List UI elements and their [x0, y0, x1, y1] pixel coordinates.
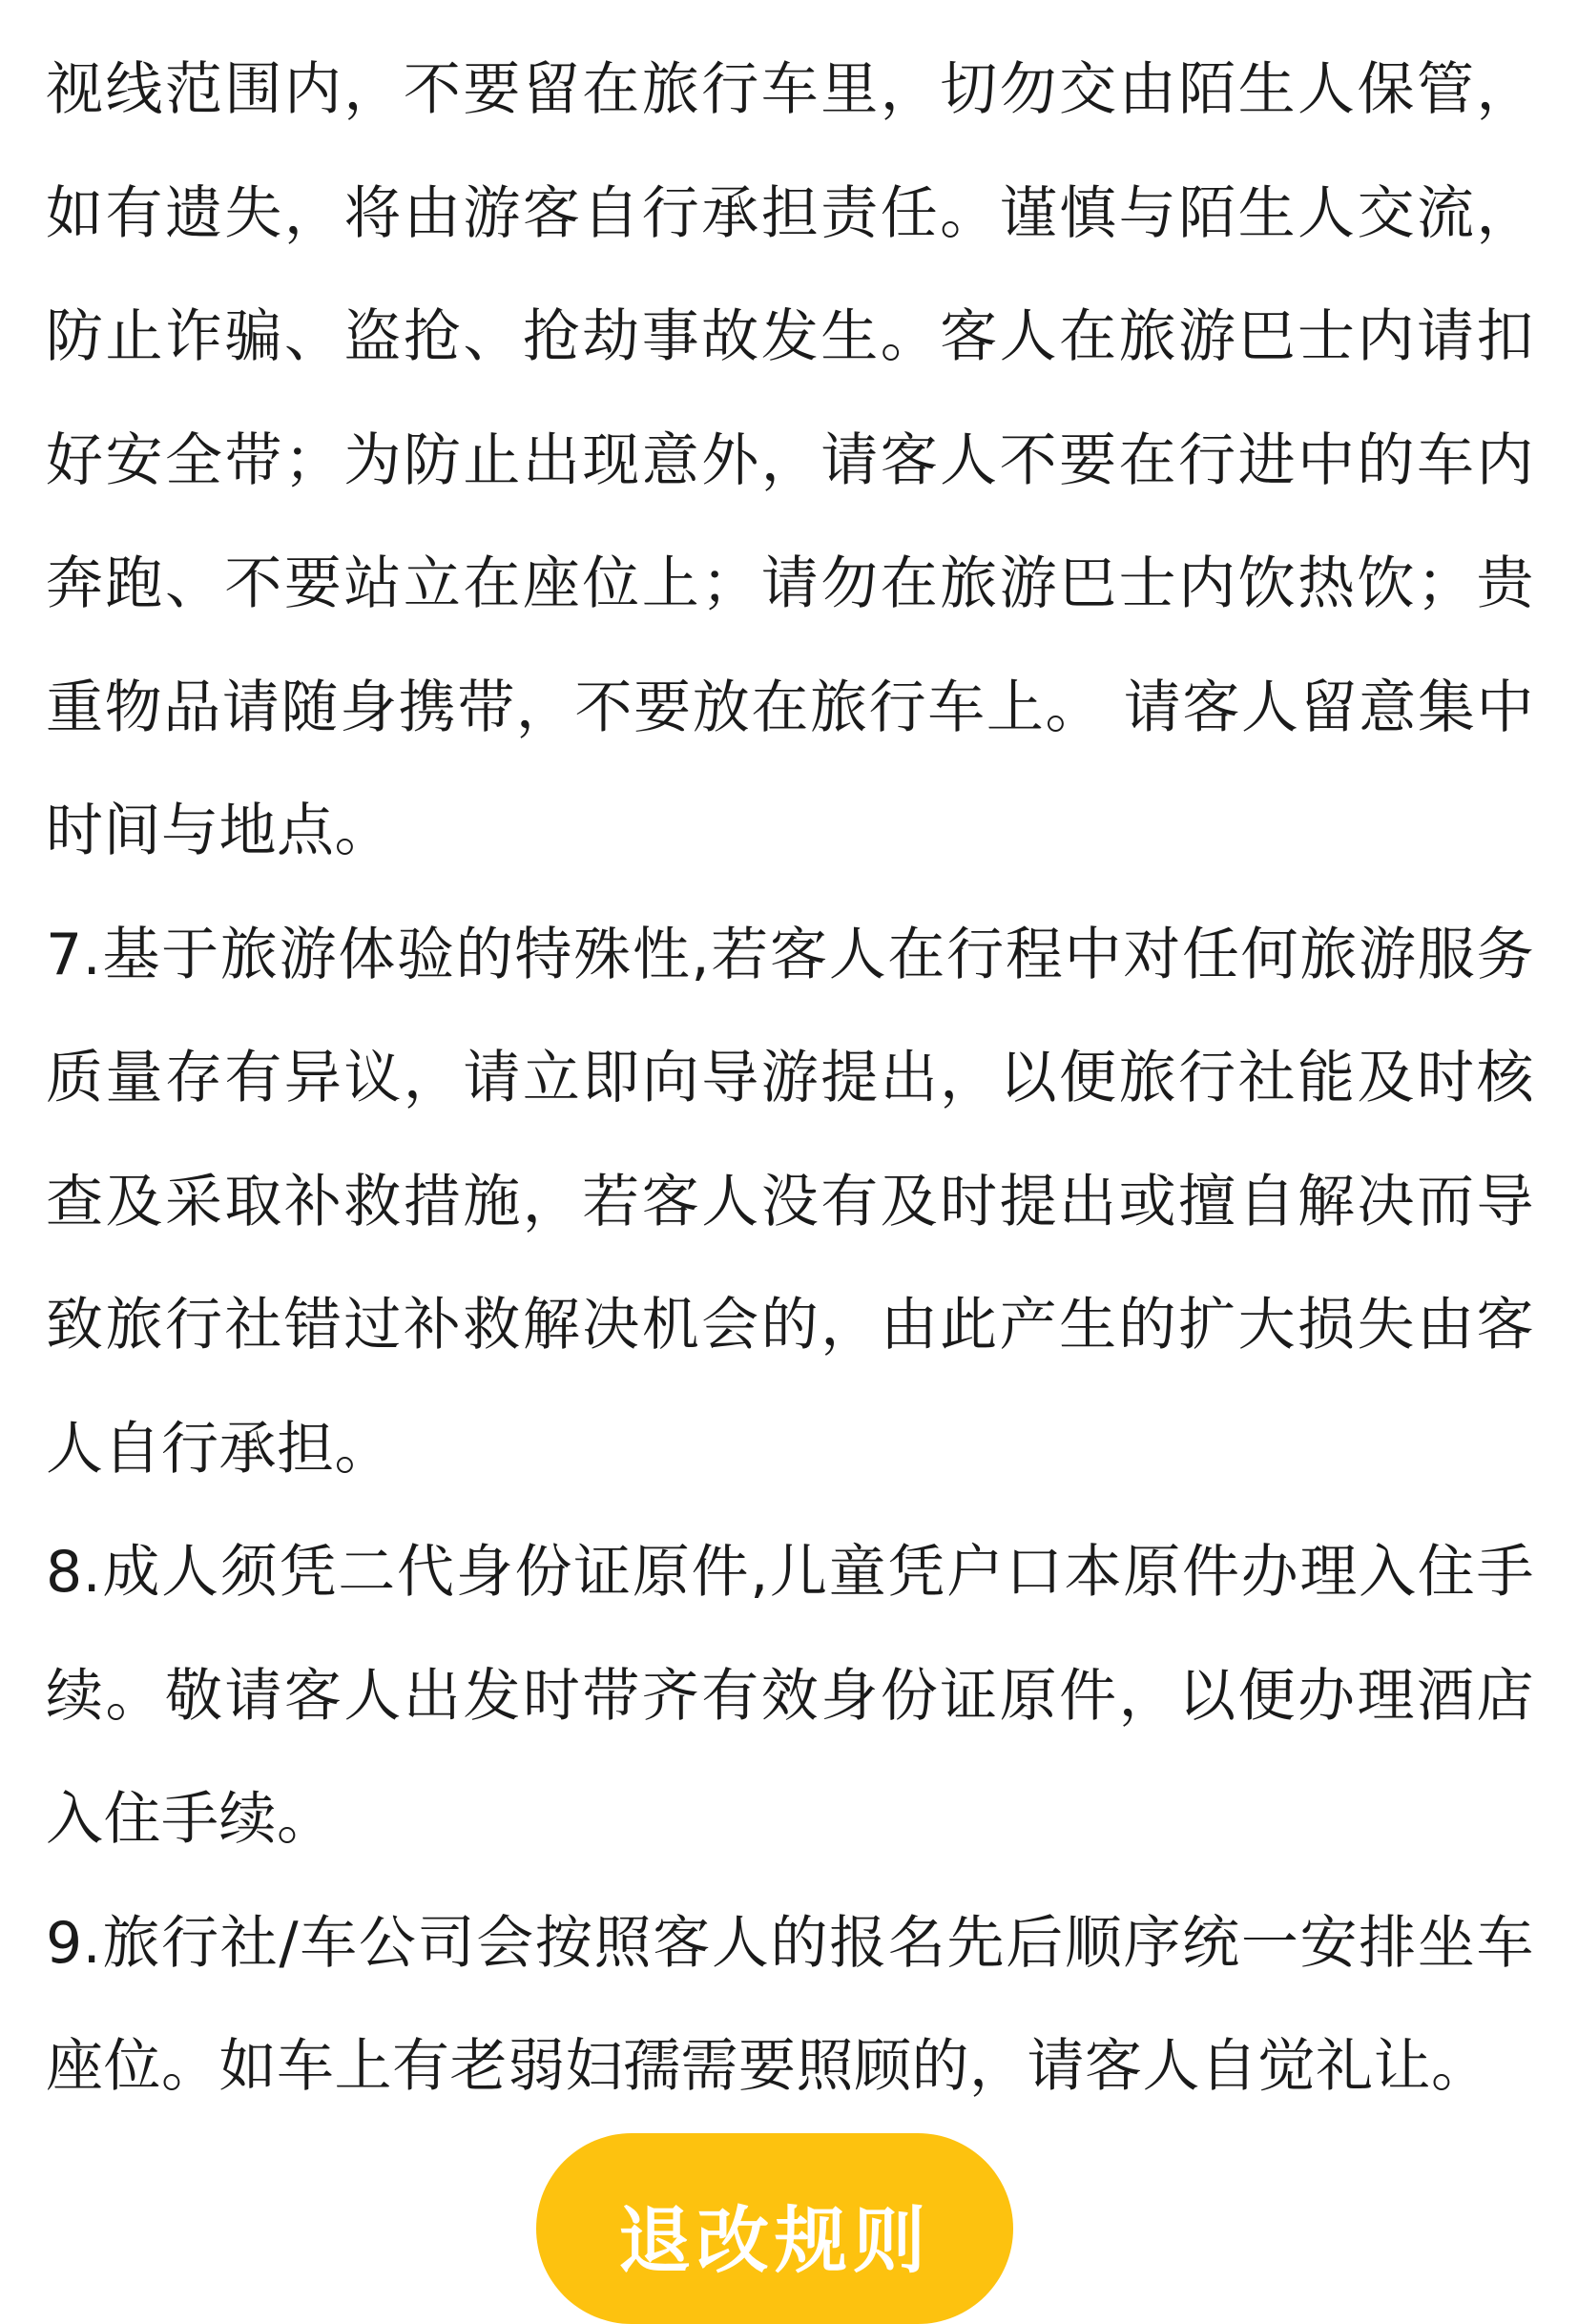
- notice-paragraph-9: 9.旅行社/车公司会按照客人的报名先后顺序统一安排坐车座位。如车上有老弱妇孺需要照顾的，请客人自觉礼让。: [46, 1909, 1534, 2100]
- notice-content: [46, 29, 1534, 2129]
- refund-rules-tab-label: 退改规则: [618, 2198, 931, 2283]
- refund-rules-tab[interactable]: [536, 2133, 1013, 2324]
- notice-paragraph-safety: 视线范围内，不要留在旅行车里，切勿交由陌生人保管，如有遗失，将由游客自行承担责任。谨慎与陌生人交流，防止诈骗、盗抢、抢劫事故发生。客人在旅游巴士内请扣好安全带；为防止出现意外，请客人不要在行进中的车内奔跑、不要站立在座位上；请勿在旅游巴士内饮热饮；贵重物品请随身携带，不要放在旅行车上。 请客人留意集中时间与地点。: [46, 56, 1534, 864]
- notice-paragraph-7: 7.基于旅游体验的特殊性,若客人在行程中对任何旅游服务质量存有异议，请立即向导游提出，以便旅行社能及时核查及采取补救措施，若客人没有及时提出或擅自解决而导致旅行社错过补救解决机会的，由此产生的扩大损失由客人自行承担。: [46, 921, 1534, 1483]
- notice-paragraph-8: 8.成人须凭二代身份证原件,儿童凭户口本原件办理入住手续。敬请客人出发时带齐有效身份证原件，以便办理酒店入住手续。: [46, 1539, 1534, 1853]
